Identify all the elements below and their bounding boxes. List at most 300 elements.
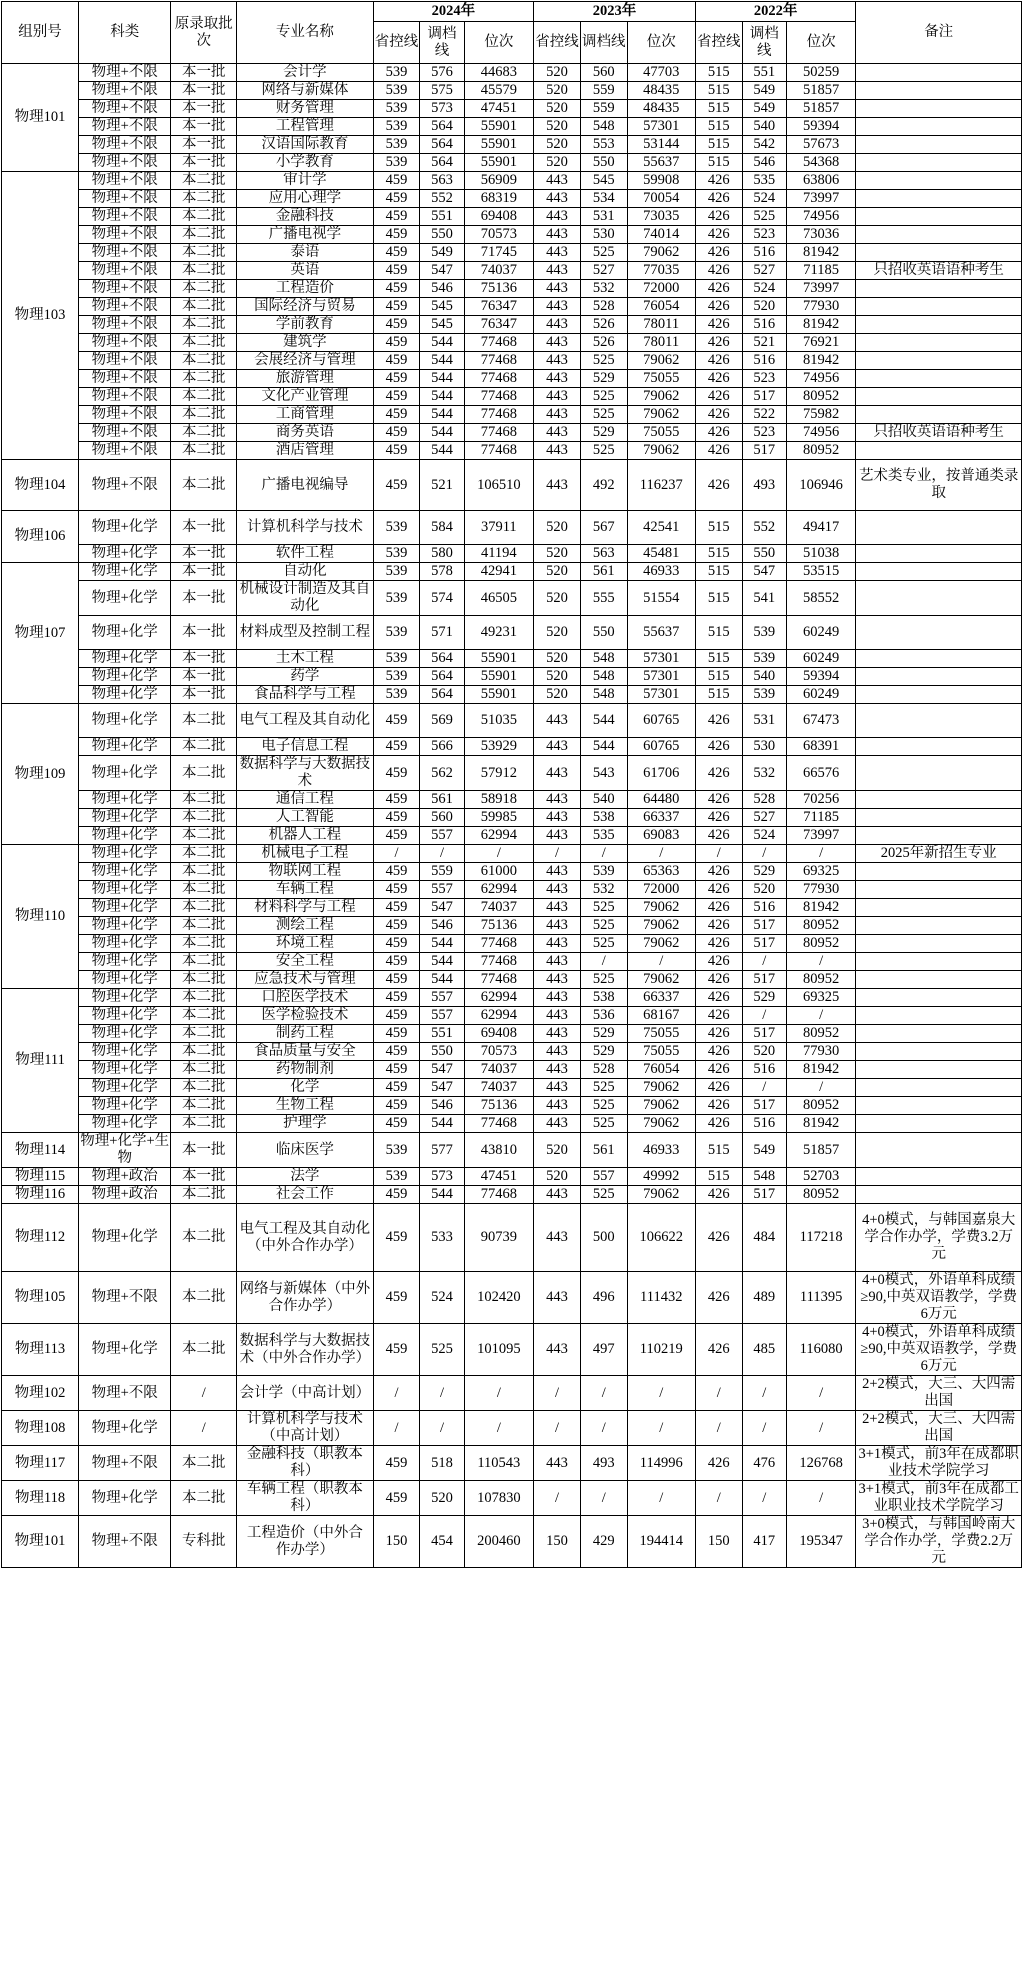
group-cell: 物理106 [2, 511, 79, 563]
filing-line-2022-cell: 520 [742, 1043, 786, 1061]
prov-line-2022-cell: 426 [695, 1446, 742, 1481]
rank-2023-cell: / [627, 1411, 695, 1446]
batch-cell: 本二批 [171, 1061, 237, 1079]
group-cell: 物理118 [2, 1481, 79, 1516]
table-row [2, 616, 1022, 650]
filing-line-2022-cell: 521 [742, 334, 786, 352]
prov-line-2023-cell: 443 [534, 1204, 581, 1272]
filing-line-2022-cell: 522 [742, 406, 786, 424]
filing-line-2022-cell: 523 [742, 226, 786, 244]
rank-2024-cell: 77468 [464, 442, 534, 460]
header-note: 备注 [856, 2, 1022, 64]
filing-line-2024-cell: 545 [420, 298, 464, 316]
note-cell: 只招收英语语种考生 [856, 424, 1022, 442]
rank-2024-cell: 55901 [464, 118, 534, 136]
filing-line-2022-cell: 485 [742, 1324, 786, 1376]
prov-line-2022-cell: 426 [695, 334, 742, 352]
filing-line-2024-cell: 561 [420, 791, 464, 809]
filing-line-2023-cell: 526 [580, 334, 627, 352]
filing-line-2022-cell: 520 [742, 298, 786, 316]
header-provincial-line: 省控线 [534, 22, 581, 64]
filing-line-2023-cell: 563 [580, 545, 627, 563]
filing-line-2022-cell: 539 [742, 686, 786, 704]
category-cell: 物理+不限 [79, 226, 171, 244]
rank-2022-cell: 80952 [786, 971, 856, 989]
group-cell: 物理104 [2, 460, 79, 511]
prov-line-2024-cell: 539 [373, 616, 420, 650]
table-row [2, 1079, 1022, 1097]
note-cell [856, 1115, 1022, 1133]
prov-line-2024-cell: 459 [373, 1007, 420, 1025]
category-cell: 物理+化学 [79, 845, 171, 863]
prov-line-2024-cell: 539 [373, 545, 420, 563]
rank-2022-cell: / [786, 1376, 856, 1411]
rank-2023-cell: 73035 [627, 208, 695, 226]
prov-line-2022-cell: 426 [695, 388, 742, 406]
rank-2023-cell: 106622 [627, 1204, 695, 1272]
filing-line-2024-cell: 544 [420, 388, 464, 406]
batch-cell: 本一批 [171, 686, 237, 704]
table-row [2, 1411, 1022, 1446]
header-filing-line: 调档线 [420, 22, 464, 64]
rank-2024-cell: 77468 [464, 370, 534, 388]
filing-line-2023-cell: 525 [580, 1186, 627, 1204]
filing-line-2024-cell: 551 [420, 208, 464, 226]
rank-2023-cell: 79062 [627, 352, 695, 370]
batch-cell: 本二批 [171, 442, 237, 460]
prov-line-2023-cell: / [534, 1481, 581, 1516]
batch-cell: 本一批 [171, 616, 237, 650]
note-cell [856, 190, 1022, 208]
batch-cell: 本一批 [171, 100, 237, 118]
prov-line-2023-cell: 443 [534, 190, 581, 208]
filing-line-2022-cell: 531 [742, 704, 786, 738]
table-row [2, 581, 1022, 616]
rank-2024-cell: 76347 [464, 316, 534, 334]
group-cell: 物理115 [2, 1168, 79, 1186]
batch-cell: 本二批 [171, 244, 237, 262]
rank-2023-cell: 79062 [627, 406, 695, 424]
note-cell: 4+0模式，外语单科成绩≥90,中英双语教学，学费6万元 [856, 1272, 1022, 1324]
rank-2024-cell: 58918 [464, 791, 534, 809]
major-cell: 建筑学 [237, 334, 374, 352]
rank-2022-cell: 60249 [786, 650, 856, 668]
filing-line-2022-cell: / [742, 1079, 786, 1097]
group-cell: 物理110 [2, 845, 79, 989]
rank-2023-cell: 79062 [627, 1097, 695, 1115]
rank-2023-cell: 59908 [627, 172, 695, 190]
filing-line-2024-cell: 544 [420, 370, 464, 388]
rank-2022-cell: 51038 [786, 545, 856, 563]
filing-line-2023-cell: 529 [580, 424, 627, 442]
filing-line-2022-cell: / [742, 845, 786, 863]
major-cell: 软件工程 [237, 545, 374, 563]
prov-line-2024-cell: 539 [373, 686, 420, 704]
filing-line-2023-cell: 525 [580, 244, 627, 262]
prov-line-2022-cell: 515 [695, 668, 742, 686]
note-cell [856, 917, 1022, 935]
table-row [2, 511, 1022, 545]
rank-2024-cell: 102420 [464, 1272, 534, 1324]
major-cell: 临床医学 [237, 1133, 374, 1168]
batch-cell: 本二批 [171, 863, 237, 881]
batch-cell: / [171, 1376, 237, 1411]
major-cell: 广播电视编导 [237, 460, 374, 511]
filing-line-2024-cell: 550 [420, 226, 464, 244]
rank-2023-cell: 57301 [627, 650, 695, 668]
filing-line-2024-cell: 544 [420, 1115, 464, 1133]
filing-line-2024-cell: 573 [420, 100, 464, 118]
prov-line-2022-cell: 426 [695, 1007, 742, 1025]
group-cell: 物理101 [2, 64, 79, 172]
major-cell: 机器人工程 [237, 827, 374, 845]
filing-line-2023-cell: 493 [580, 1446, 627, 1481]
prov-line-2024-cell: 459 [373, 1115, 420, 1133]
prov-line-2024-cell: 459 [373, 809, 420, 827]
filing-line-2024-cell: 564 [420, 136, 464, 154]
filing-line-2023-cell: / [580, 953, 627, 971]
rank-2024-cell: 77468 [464, 352, 534, 370]
batch-cell: 本二批 [171, 352, 237, 370]
note-cell: 3+1模式，前3年在成都职业技术学院学习 [856, 1446, 1022, 1481]
batch-cell: 本二批 [171, 935, 237, 953]
note-cell: 艺术类专业，按普通类录取 [856, 460, 1022, 511]
prov-line-2024-cell: 459 [373, 1204, 420, 1272]
prov-line-2022-cell: 426 [695, 1115, 742, 1133]
table-row [2, 334, 1022, 352]
filing-line-2024-cell: 575 [420, 82, 464, 100]
prov-line-2023-cell: 443 [534, 334, 581, 352]
filing-line-2024-cell: 545 [420, 316, 464, 334]
prov-line-2023-cell: 443 [534, 827, 581, 845]
major-cell: 会计学（中高计划） [237, 1376, 374, 1411]
table-row [2, 953, 1022, 971]
prov-line-2024-cell: 459 [373, 953, 420, 971]
rank-2022-cell: 57673 [786, 136, 856, 154]
prov-line-2023-cell: 443 [534, 442, 581, 460]
filing-line-2024-cell: 544 [420, 442, 464, 460]
filing-line-2022-cell: 516 [742, 316, 786, 334]
table-row [2, 1061, 1022, 1079]
batch-cell: 本二批 [171, 226, 237, 244]
rank-2023-cell: 55637 [627, 616, 695, 650]
filing-line-2024-cell: 569 [420, 704, 464, 738]
filing-line-2024-cell: 454 [420, 1516, 464, 1568]
prov-line-2023-cell: 150 [534, 1516, 581, 1568]
rank-2023-cell: 72000 [627, 881, 695, 899]
prov-line-2023-cell: 443 [534, 1061, 581, 1079]
header-provincial-line: 省控线 [373, 22, 420, 64]
rank-2022-cell: 71185 [786, 262, 856, 280]
major-cell: 金融科技 [237, 208, 374, 226]
filing-line-2023-cell: 557 [580, 1168, 627, 1186]
rank-2024-cell: 46505 [464, 581, 534, 616]
note-cell: 2025年新招生专业 [856, 845, 1022, 863]
rank-2023-cell: 72000 [627, 280, 695, 298]
batch-cell: 本二批 [171, 704, 237, 738]
prov-line-2023-cell: / [534, 1411, 581, 1446]
prov-line-2022-cell: 515 [695, 1133, 742, 1168]
rank-2022-cell: 80952 [786, 917, 856, 935]
category-cell: 物理+不限 [79, 100, 171, 118]
filing-line-2023-cell: 538 [580, 809, 627, 827]
prov-line-2022-cell: 426 [695, 738, 742, 756]
category-cell: 物理+化学 [79, 1061, 171, 1079]
rank-2023-cell: 60765 [627, 704, 695, 738]
prov-line-2023-cell: 520 [534, 511, 581, 545]
filing-line-2023-cell: 525 [580, 1079, 627, 1097]
filing-line-2023-cell: 561 [580, 563, 627, 581]
major-cell: 工程管理 [237, 118, 374, 136]
prov-line-2024-cell: 539 [373, 100, 420, 118]
rank-2022-cell: 68391 [786, 738, 856, 756]
rank-2022-cell: 77930 [786, 881, 856, 899]
note-cell [856, 650, 1022, 668]
prov-line-2022-cell: 515 [695, 118, 742, 136]
admission-score-table [1, 1, 1022, 1568]
filing-line-2022-cell: 551 [742, 64, 786, 82]
category-cell: 物理+化学+生物 [80, 1133, 170, 1166]
note-cell [856, 1043, 1022, 1061]
rank-2023-cell: 70054 [627, 190, 695, 208]
major-cell: 药物制剂 [237, 1061, 374, 1079]
rank-2024-cell: 77468 [464, 971, 534, 989]
filing-line-2023-cell: 525 [580, 352, 627, 370]
prov-line-2024-cell: 539 [373, 118, 420, 136]
rank-2023-cell: 78011 [627, 316, 695, 334]
rank-2024-cell: / [464, 1376, 534, 1411]
rank-2024-cell: 55901 [464, 686, 534, 704]
rank-2023-cell: 79062 [627, 442, 695, 460]
rank-2024-cell: 110543 [464, 1446, 534, 1481]
prov-line-2023-cell: 443 [534, 244, 581, 262]
rank-2024-cell: 200460 [464, 1516, 534, 1568]
prov-line-2022-cell: 426 [695, 316, 742, 334]
prov-line-2023-cell: 520 [534, 100, 581, 118]
header-provincial-line: 省控线 [695, 22, 742, 64]
filing-line-2023-cell: 525 [580, 1097, 627, 1115]
rank-2022-cell: 81942 [786, 899, 856, 917]
prov-line-2024-cell: 459 [373, 1446, 420, 1481]
category-cell: 物理+不限 [79, 82, 171, 100]
major-cell: 文化产业管理 [237, 388, 374, 406]
filing-line-2023-cell: 492 [580, 460, 627, 511]
rank-2022-cell: 70256 [786, 791, 856, 809]
filing-line-2024-cell: 520 [420, 1481, 464, 1516]
note-cell [856, 64, 1022, 82]
filing-line-2023-cell: 529 [580, 370, 627, 388]
rank-2022-cell: 77930 [786, 298, 856, 316]
note-cell [856, 971, 1022, 989]
header-category: 科类 [79, 2, 171, 64]
prov-line-2022-cell: 426 [695, 863, 742, 881]
major-cell: 测绘工程 [237, 917, 374, 935]
prov-line-2022-cell: 515 [695, 616, 742, 650]
table-row [2, 881, 1022, 899]
filing-line-2024-cell: 563 [420, 172, 464, 190]
note-cell [856, 827, 1022, 845]
rank-2023-cell: 49992 [627, 1168, 695, 1186]
rank-2022-cell: 117218 [786, 1204, 856, 1272]
prov-line-2024-cell: 459 [373, 738, 420, 756]
prov-line-2024-cell: 539 [373, 650, 420, 668]
table-row [2, 668, 1022, 686]
note-cell [856, 1186, 1022, 1204]
note-cell [856, 208, 1022, 226]
prov-line-2023-cell: 443 [534, 1186, 581, 1204]
filing-line-2022-cell: 524 [742, 190, 786, 208]
prov-line-2022-cell: 426 [695, 280, 742, 298]
prov-line-2023-cell: / [534, 845, 581, 863]
filing-line-2024-cell: 521 [420, 460, 464, 511]
filing-line-2022-cell: 542 [742, 136, 786, 154]
prov-line-2024-cell: 459 [373, 1043, 420, 1061]
filing-line-2023-cell: 544 [580, 704, 627, 738]
note-cell [856, 226, 1022, 244]
table-row [2, 1115, 1022, 1133]
rank-2023-cell: 76054 [627, 1061, 695, 1079]
filing-line-2023-cell: / [580, 1411, 627, 1446]
rank-2023-cell: 46933 [627, 563, 695, 581]
rank-2024-cell: 57912 [464, 756, 534, 791]
category-cell: 物理+不限 [79, 442, 171, 460]
prov-line-2023-cell: 443 [534, 388, 581, 406]
prov-line-2024-cell: 459 [373, 316, 420, 334]
table-row [2, 190, 1022, 208]
prov-line-2022-cell: / [695, 1481, 742, 1516]
rank-2023-cell: 77035 [627, 262, 695, 280]
note-cell [856, 172, 1022, 190]
table-row [2, 738, 1022, 756]
prov-line-2022-cell: 426 [695, 1061, 742, 1079]
category-cell: 物理+不限 [79, 1516, 171, 1568]
prov-line-2023-cell: 520 [534, 581, 581, 616]
rank-2024-cell: 75136 [464, 280, 534, 298]
filing-line-2022-cell: / [742, 1411, 786, 1446]
prov-line-2023-cell: 443 [534, 424, 581, 442]
note-cell [856, 82, 1022, 100]
rank-2022-cell: 81942 [786, 1115, 856, 1133]
prov-line-2024-cell: 539 [373, 64, 420, 82]
rank-2024-cell: 62994 [464, 881, 534, 899]
filing-line-2022-cell: 549 [742, 82, 786, 100]
rank-2024-cell: 47451 [464, 1168, 534, 1186]
major-cell: 金融科技（职教本科） [237, 1446, 374, 1481]
table-row [2, 424, 1022, 442]
prov-line-2023-cell: 520 [534, 686, 581, 704]
category-cell: 物理+化学 [79, 1097, 171, 1115]
filing-line-2022-cell: 516 [742, 1115, 786, 1133]
group-cell: 物理113 [2, 1324, 79, 1376]
prov-line-2023-cell: 443 [534, 989, 581, 1007]
rank-2022-cell: 80952 [786, 442, 856, 460]
note-cell [856, 863, 1022, 881]
rank-2024-cell: 74037 [464, 899, 534, 917]
rank-2024-cell: 37911 [464, 511, 534, 545]
major-cell: 化学 [237, 1079, 374, 1097]
filing-line-2022-cell: 524 [742, 827, 786, 845]
filing-line-2023-cell: 567 [580, 511, 627, 545]
note-cell [856, 1079, 1022, 1097]
major-cell: 物联网工程 [237, 863, 374, 881]
prov-line-2022-cell: 515 [695, 581, 742, 616]
prov-line-2023-cell: 443 [534, 1272, 581, 1324]
category-cell: 物理+不限 [79, 118, 171, 136]
prov-line-2022-cell: 515 [695, 563, 742, 581]
batch-cell: 本一批 [171, 563, 237, 581]
filing-line-2022-cell: 516 [742, 244, 786, 262]
rank-2022-cell: 60249 [786, 686, 856, 704]
filing-line-2023-cell: 545 [580, 172, 627, 190]
filing-line-2024-cell: / [420, 1376, 464, 1411]
category-cell: 物理+不限 [79, 64, 171, 82]
prov-line-2024-cell: 459 [373, 704, 420, 738]
table-row [2, 388, 1022, 406]
filing-line-2023-cell: 525 [580, 971, 627, 989]
prov-line-2022-cell: 515 [695, 136, 742, 154]
rank-2023-cell: 57301 [627, 118, 695, 136]
batch-cell: 本二批 [171, 881, 237, 899]
rank-2022-cell: 60249 [786, 616, 856, 650]
rank-2024-cell: 51035 [464, 704, 534, 738]
major-cell: 商务英语 [237, 424, 374, 442]
rank-2023-cell: 79062 [627, 244, 695, 262]
filing-line-2024-cell: 564 [420, 118, 464, 136]
major-cell: 人工智能 [237, 809, 374, 827]
category-cell: 物理+化学 [79, 704, 171, 738]
table-row [2, 298, 1022, 316]
category-cell: 物理+不限 [79, 136, 171, 154]
table-row [2, 1516, 1022, 1568]
rank-2023-cell: 78011 [627, 334, 695, 352]
category-cell: 物理+化学 [79, 1411, 171, 1446]
category-cell: 物理+不限 [79, 352, 171, 370]
rank-2024-cell: 77468 [464, 953, 534, 971]
filing-line-2022-cell: / [742, 1007, 786, 1025]
table-row [2, 1007, 1022, 1025]
filing-line-2023-cell: 530 [580, 226, 627, 244]
batch-cell: 本二批 [171, 208, 237, 226]
filing-line-2023-cell: 525 [580, 899, 627, 917]
major-cell: 机械电子工程 [237, 845, 374, 863]
rank-2022-cell: / [786, 1411, 856, 1446]
rank-2023-cell: / [627, 1481, 695, 1516]
prov-line-2024-cell: 459 [373, 460, 420, 511]
filing-line-2023-cell: 559 [580, 82, 627, 100]
major-cell: 生物工程 [237, 1097, 374, 1115]
prov-line-2024-cell: 459 [373, 190, 420, 208]
table-row [2, 226, 1022, 244]
group-cell: 物理112 [2, 1204, 79, 1272]
rank-2024-cell: 41194 [464, 545, 534, 563]
major-cell: 计算机科学与技术（中高计划） [237, 1411, 374, 1446]
header-year-2022: 2022年 [695, 2, 856, 22]
filing-line-2023-cell: 536 [580, 1007, 627, 1025]
prov-line-2022-cell: 515 [695, 1168, 742, 1186]
prov-line-2024-cell: / [373, 845, 420, 863]
category-cell: 物理+不限 [79, 154, 171, 172]
rank-2022-cell: 52703 [786, 1168, 856, 1186]
header-major: 专业名称 [237, 2, 374, 64]
filing-line-2023-cell: 529 [580, 1025, 627, 1043]
filing-line-2023-cell: 555 [580, 581, 627, 616]
prov-line-2023-cell: 520 [534, 64, 581, 82]
batch-cell: 本二批 [171, 827, 237, 845]
batch-cell: 本一批 [171, 511, 237, 545]
rank-2023-cell: / [627, 953, 695, 971]
table-row [2, 650, 1022, 668]
category-cell: 物理+不限 [79, 172, 171, 190]
